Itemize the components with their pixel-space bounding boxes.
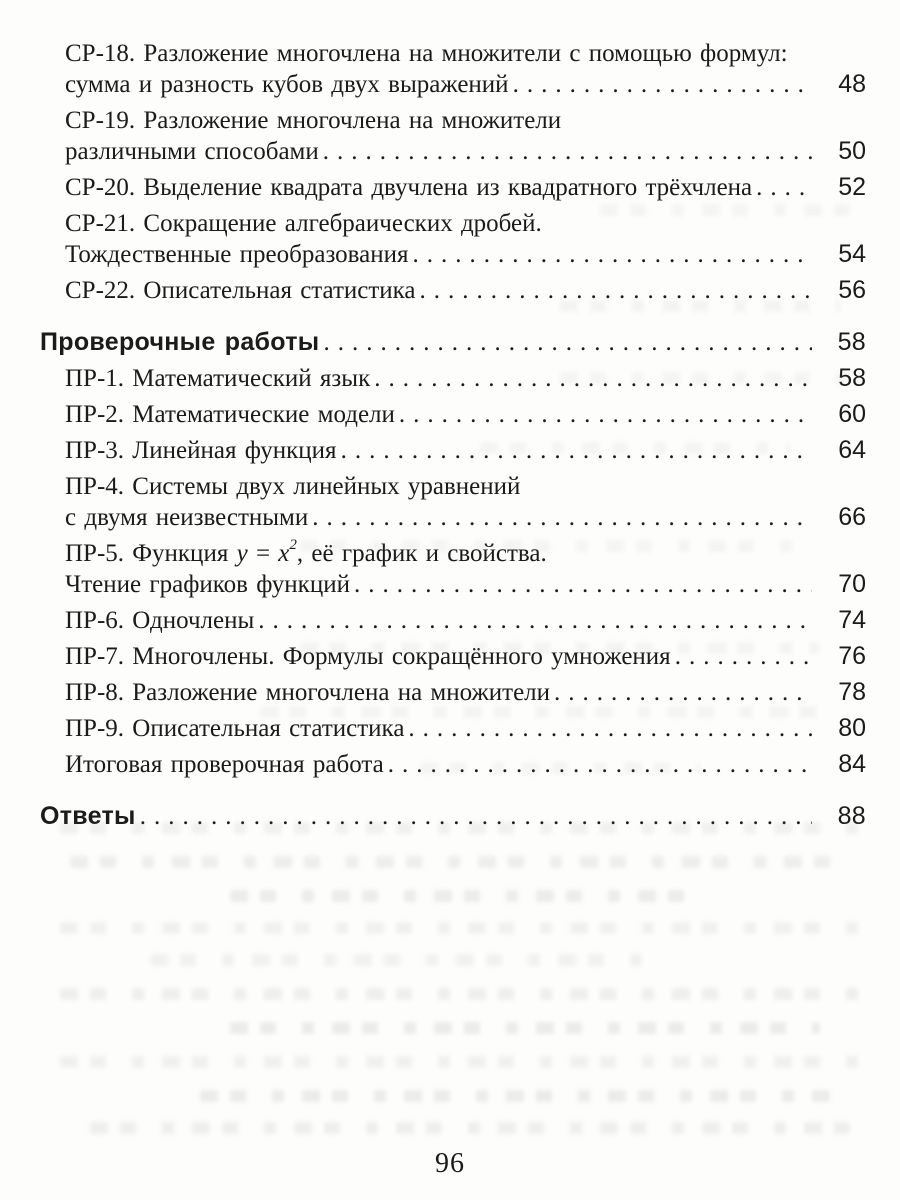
toc-page-number: 76 [838,642,866,670]
bleedthrough-line [60,922,860,934]
toc-line [65,239,866,270]
toc-line [65,569,866,600]
toc-entry-title: Ответы [40,802,136,830]
bleedthrough-line [300,642,820,654]
toc-page-number: 60 [838,400,866,428]
toc-entry-title: ПР-7. Многочлены. Формулы сокращённого умножения [65,643,671,670]
toc-page-number: 84 [838,750,866,778]
dot-leader [312,502,812,533]
toc-entry-title: ПР-2. Математические модели [65,401,395,428]
dot-leader [554,677,812,708]
toc-line [65,399,866,430]
toc-line [65,38,866,69]
toc-page-number: 50 [838,137,866,165]
bleedthrough-line [260,706,840,718]
toc-line [65,172,866,203]
toc-line [65,502,866,533]
dot-leader [323,327,812,358]
toc-entry [40,399,866,430]
bleedthrough-line [70,856,830,868]
toc-page-number: 66 [838,503,866,531]
toc-page-number: 58 [838,364,866,392]
toc-entry-title: различными способами [65,138,319,165]
toc-page-number: 64 [838,436,866,464]
dot-leader [413,239,812,270]
toc-entry [40,105,866,167]
bleedthrough-line [600,204,850,216]
toc-entry-title: СР-18. Разложение многочлена на множители с помощью формул: [65,40,788,67]
toc-page-number: 80 [838,714,866,742]
dot-leader [399,399,812,430]
toc-page-number: 48 [838,70,866,98]
toc-entry-title: СР-19. Разложение многочлена на множители [65,107,562,134]
toc-line [65,136,866,167]
toc-line [65,105,866,136]
page-number: 96 [435,1148,465,1179]
toc-entry-title: ПР-1. Математический язык [65,365,371,392]
toc-entry-title: ПР-4. Системы двух линейных уравнений [65,473,521,500]
toc-entry [40,605,866,636]
toc-entry-title: ПР-5. Функция $y = x^2$, её график и свойства. [65,537,547,567]
dot-leader [258,605,812,636]
toc-entry [40,208,866,270]
dot-leader [323,136,812,167]
toc-entry-title: ПР-6. Одночлены [65,607,255,634]
toc-entry-title: ПР-3. Линейная функция [65,437,337,464]
toc-entry-title: СР-22. Описательная статистика [65,277,416,304]
toc-line [65,605,866,636]
toc-entry-title: СР-21. Сокращение алгебраических дробей. [65,210,542,237]
toc-entry-title: ПР-8. Разложение многочлена на множители [65,679,551,706]
toc-page-number: 70 [838,570,866,598]
toc-entry-title: с двумя неизвестными [65,504,309,531]
bleedthrough-line [60,988,860,1000]
dot-leader [756,172,812,203]
bleedthrough-line [230,890,700,902]
toc-entry [40,172,866,203]
toc-page-number: 58 [837,328,866,356]
toc-entry-title: Тождественные преобразования [65,241,409,268]
toc-entry [40,38,866,100]
bleedthrough-line [60,1056,870,1068]
toc-page-number: 78 [838,678,866,706]
toc-page-number: 88 [837,802,866,830]
toc-line [65,677,866,708]
bleedthrough-line [60,822,860,834]
bleedthrough-line [90,1122,850,1134]
toc-line [40,327,866,358]
bleedthrough-line [560,372,850,384]
toc-page-number: 74 [838,606,866,634]
toc-page-number: 52 [838,173,866,201]
toc-entry-title: ПР-9. Описательная статистика [65,715,405,742]
toc-entry-title: Проверочные работы [40,328,320,356]
bleedthrough-line [420,762,700,774]
bleedthrough-line [480,442,790,454]
dot-leader [513,69,812,100]
toc-line [65,471,866,502]
toc-entry [40,471,866,533]
toc-entry-title: СР-20. Выделение квадрата двучлена из квадратного трёхчлена [65,174,753,201]
dot-leader [354,569,812,600]
bleedthrough-line [300,540,800,552]
bleedthrough-line [230,1022,820,1034]
toc-line [65,69,866,100]
toc-entry-title: Итоговая проверочная работа [65,751,384,778]
toc-entry [40,677,866,708]
toc-section-heading [40,327,866,358]
bleedthrough-line [560,300,840,312]
bleedthrough-line [200,1090,830,1102]
bleedthrough-line [150,954,650,966]
toc-page-number: 54 [838,240,866,268]
toc-entry-title: Чтение графиков функций [65,571,350,598]
toc-page-number: 56 [838,276,866,304]
toc-entry-title: сумма и разность кубов двух выражений [65,71,509,98]
